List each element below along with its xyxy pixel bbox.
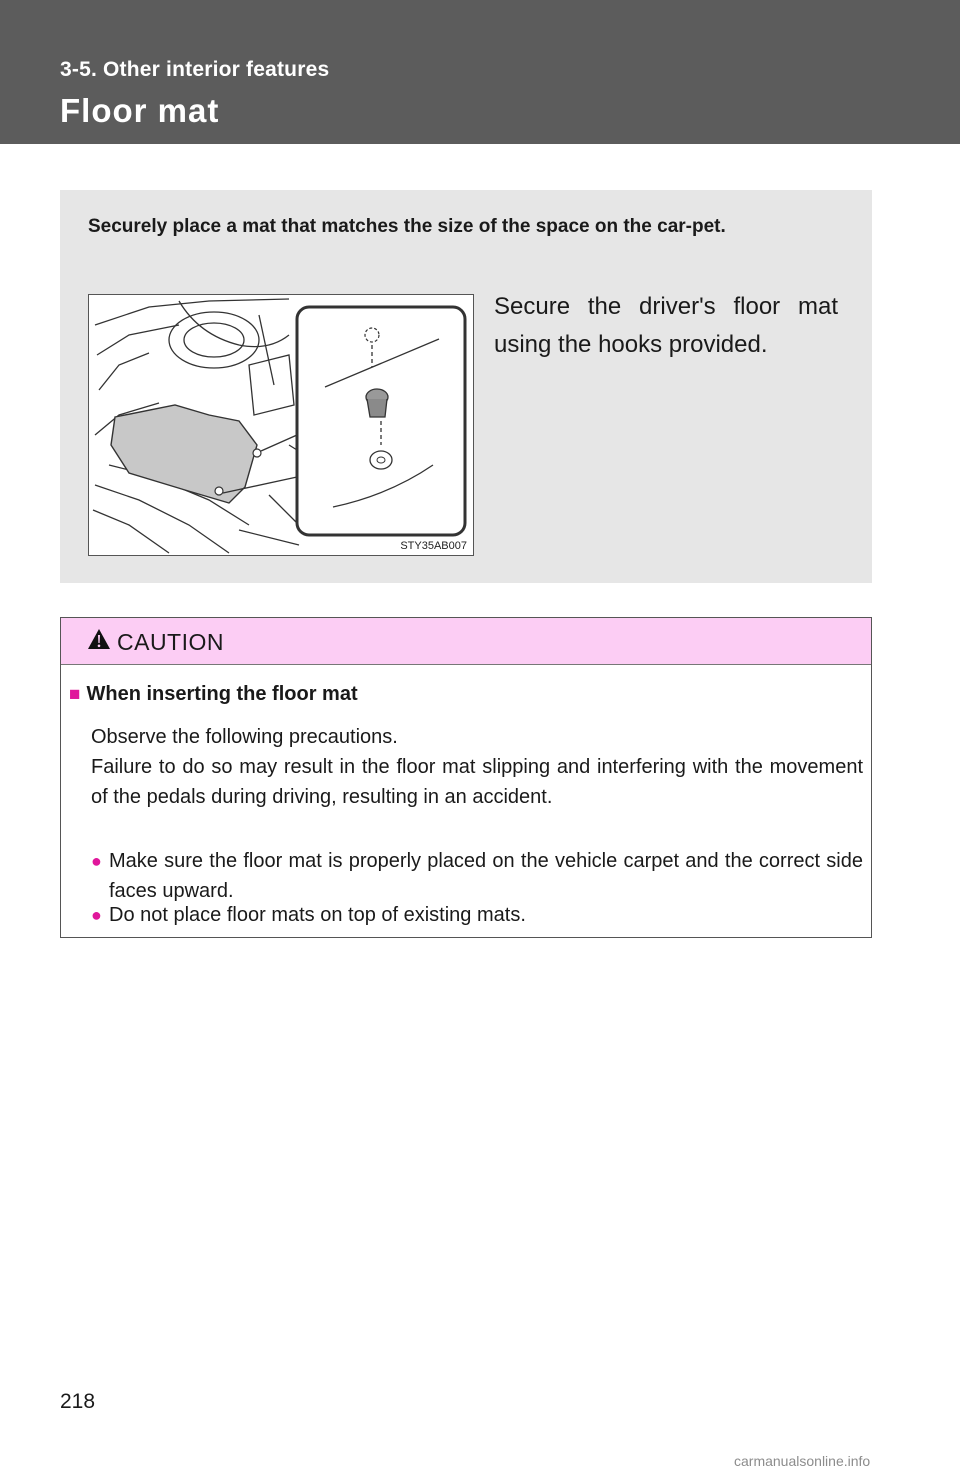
page-number: 218 [60,1390,96,1413]
section-label: 3-5. Other interior features [60,58,330,81]
caution-bullet [91,846,863,906]
floor-mat-drawing [89,295,473,555]
caution-header [61,618,871,665]
caution-bullet [91,900,863,930]
caution-title: CAUTION [117,629,224,655]
caution-paragraph-1: Observe the following precautions. [91,726,398,748]
page-header [0,0,960,144]
floor-mat-illustration [88,294,474,556]
caution-heading [69,683,358,706]
round-bullet-icon: ● [91,905,102,925]
round-bullet-icon: ● [91,851,102,871]
warning-triangle-icon [87,628,111,655]
caution-bullet-text: Make sure the floor mat is properly placed on the vehicle carpet and the correct side faces upward. [109,850,863,902]
intro-text: Securely place a mat that matches the size of the space on the car-pet. [88,216,726,237]
caution-paragraph [91,722,863,812]
intro-box [60,190,872,583]
watermark: carmanualsonline.info [734,1453,871,1469]
figure-caption: Secure the driver's floor mat using the hooks provided. [494,293,838,358]
square-bullet-icon: ■ [69,684,81,705]
caution-bullet-text: Do not place floor mats on top of existing mats. [109,904,526,926]
caution-heading-text: When inserting the floor mat [86,683,358,705]
figure-code: STY35AB007 [400,540,467,552]
page-title: Floor mat [60,92,220,129]
caution-paragraph-2: Failure to do so may result in the floor mat slipping and interfering with the movement of the pedals during driving, resulting in an accident. [91,756,863,808]
caution-box [60,617,872,938]
